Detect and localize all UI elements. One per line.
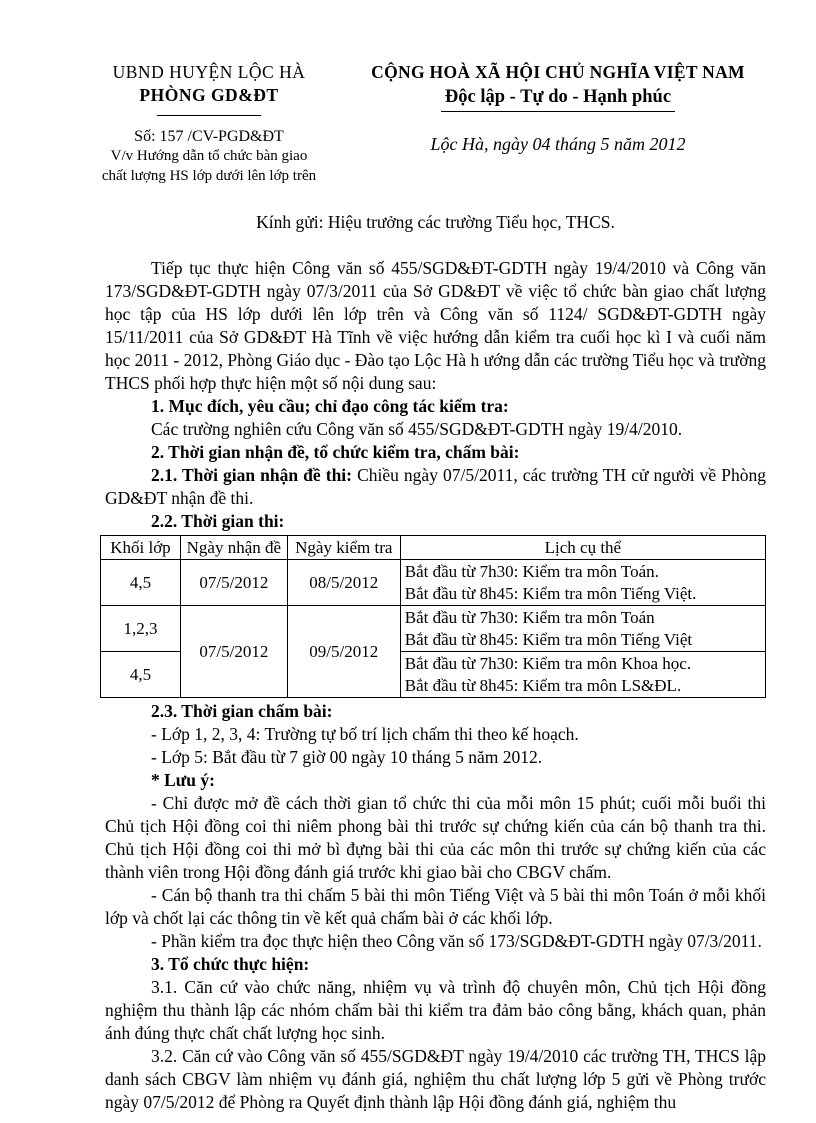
subject-line2: chất lượng HS lớp dưới lên lớp trên [101, 168, 317, 184]
org-name-line1: UBND HUYỆN LỘC HÀ [112, 62, 306, 82]
table-row [101, 560, 766, 606]
national-motto: Độc lập - Tự do - Hạnh phúc [441, 86, 675, 112]
section-2-3-item: - Lớp 1, 2, 3, 4: Trường tự bố trí lịch chấm thi theo kế hoạch. [151, 724, 579, 744]
document-number: Số: 157 /CV-PGD&ĐT [134, 128, 284, 145]
section-2-3-title: 2.3. Thời gian chấm bài: [151, 701, 333, 721]
exam-date-cell: 08/5/2012 [287, 560, 400, 606]
table-header-schedule: Lịch cụ thể [400, 536, 765, 560]
national-motto-block [340, 62, 776, 155]
org-name-line2: PHÒNG GD&ĐT [139, 85, 279, 105]
section-2-1-paragraph [105, 464, 766, 510]
table-header-receive-date: Ngày nhận đề [180, 536, 287, 560]
note-item: - Phần kiểm tra đọc thực hiện theo Công văn số 173/SGD&ĐT-GDTH ngày 07/3/2011. [151, 931, 762, 951]
table-header-row [101, 536, 766, 560]
table-header-exam-date: Ngày kiểm tra [287, 536, 400, 560]
note-title: * Lưu ý: [151, 770, 215, 790]
section-3-title: 3. Tổ chức thực hiện: [151, 954, 310, 974]
schedule-line: Bắt đầu từ 7h30: Kiểm tra môn Toán. [404, 561, 659, 581]
grade-cell: 1,2,3 [101, 606, 181, 652]
section-3-item: 3.2. Căn cứ vào Công văn số 455/SGD&ĐT ngày 19/4/2010 các trường TH, THCS lập danh sách CBGV làm nhiệm vụ đánh giá, nghiệm thu chất lượng lớp 5 gửi về Phòng trước ngày 07/5/2012 để Phòng ra Quyết định thành lập Hội đồng đánh giá, nghiệm thu [105, 1046, 766, 1112]
section-2-1-label: 2.1. Thời gian nhận đề thi: [151, 465, 352, 485]
section-1-title: 1. Mục đích, yêu cầu; chỉ đạo công tác kiểm tra: [151, 396, 509, 416]
note-item: - Cán bộ thanh tra thi chấm 5 bài thi môn Tiếng Việt và 5 bài thi môn Toán ở mỗi khối lớp và chốt lại các thông tin về kết quả chấm bài ở các khối lớp. [105, 885, 766, 928]
exam-schedule-table [100, 535, 766, 698]
schedule-cell [400, 606, 765, 652]
schedule-line: Bắt đầu từ 8h45: Kiểm tra môn Tiếng Việt [404, 629, 693, 649]
subject-line1: V/v Hướng dẫn tổ chức bàn giao [110, 148, 308, 164]
document-body [105, 212, 766, 1114]
schedule-cell [400, 560, 765, 606]
org-divider-rule [157, 115, 261, 116]
issuing-org-block [78, 62, 340, 186]
grade-cell: 4,5 [101, 652, 181, 698]
schedule-cell [400, 652, 765, 698]
table-row [101, 606, 766, 652]
exam-date-cell: 09/5/2012 [287, 606, 400, 698]
salutation-line: Kính gửi: Hiệu trưởng các trường Tiểu học, THCS. [256, 212, 615, 232]
section-1-body: Các trường nghiên cứu Công văn số 455/SGD&ĐT-GDTH ngày 19/4/2010. [151, 419, 683, 439]
schedule-line: Bắt đầu từ 7h30: Kiểm tra môn Toán [404, 607, 655, 627]
section-2-2-title: 2.2. Thời gian thi: [151, 511, 285, 531]
grade-cell: 4,5 [101, 560, 181, 606]
schedule-line: Bắt đầu từ 7h30: Kiểm tra môn Khoa học. [404, 653, 692, 673]
section-2-3-item: - Lớp 5: Bắt đầu từ 7 giờ 00 ngày 10 tháng 5 năm 2012. [151, 747, 543, 767]
place-date-line: Lộc Hà, ngày 04 tháng 5 năm 2012 [430, 134, 686, 154]
note-item: - Chỉ được mở đề cách thời gian tổ chức thi của mỗi môn 15 phút; cuối mỗi buổi thi Chủ tịch Hội đồng coi thi niêm phong bài thi trước sự chứng kiến của cán bộ thanh tra thi. Chủ tịch Hội đồng coi thi mở bì đựng bài thi của các môn thi trước sự chứng kiến của các thành viên trong Hội đồng đánh giá trước khi giao bài cho CBGV chấm. [105, 793, 766, 882]
schedule-line: Bắt đầu từ 8h45: Kiểm tra môn LS&ĐL. [404, 675, 682, 695]
national-title: CỘNG HOÀ XÃ HỘI CHỦ NGHĨA VIỆT NAM [371, 62, 745, 82]
receive-date-cell: 07/5/2012 [180, 606, 287, 698]
section-3-item: 3.1. Căn cứ vào chức năng, nhiệm vụ và trình độ chuyên môn, Chủ tịch Hội đồng nghiệm thu thành lập các nhóm chấm bài thi kiểm tra đảm bảo công bằng, khách quan, phản ánh đúng thực chất chất lượng học sinh. [105, 977, 766, 1043]
intro-paragraph: Tiếp tục thực hiện Công văn số 455/SGD&ĐT-GDTH ngày 19/4/2010 và Công văn 173/SGD&ĐT-GDTH ngày 07/3/2011 của Sở GD&ĐT về việc tổ chức bàn giao chất lượng học tập của HS lớp dưới lên lớp trên và Công văn số 1124/ SGD&ĐT-GDTH ngày 15/11/2011 của Sở GD&ĐT Hà Tĩnh về việc hướng dẫn kiểm tra cuối học kì I và cuối năm học 2011 - 2012, Phòng Giáo dục - Đào tạo Lộc Hà h ướng dẫn các trường Tiểu học và trường THCS phối hợp thực hiện một số nội dung sau: [105, 258, 766, 393]
section-2-1-text: Chiều ngày 07/5/2011, các trường TH cử người về Phòng GD&ĐT nhận đề thi. [105, 465, 766, 508]
document-header [0, 62, 816, 186]
section-2-title: 2. Thời gian nhận đề, tổ chức kiểm tra, chấm bài: [151, 442, 520, 462]
table-header-grade: Khối lớp [101, 536, 181, 560]
receive-date-cell: 07/5/2012 [180, 560, 287, 606]
schedule-line: Bắt đầu từ 8h45: Kiểm tra môn Tiếng Việt. [404, 583, 697, 603]
